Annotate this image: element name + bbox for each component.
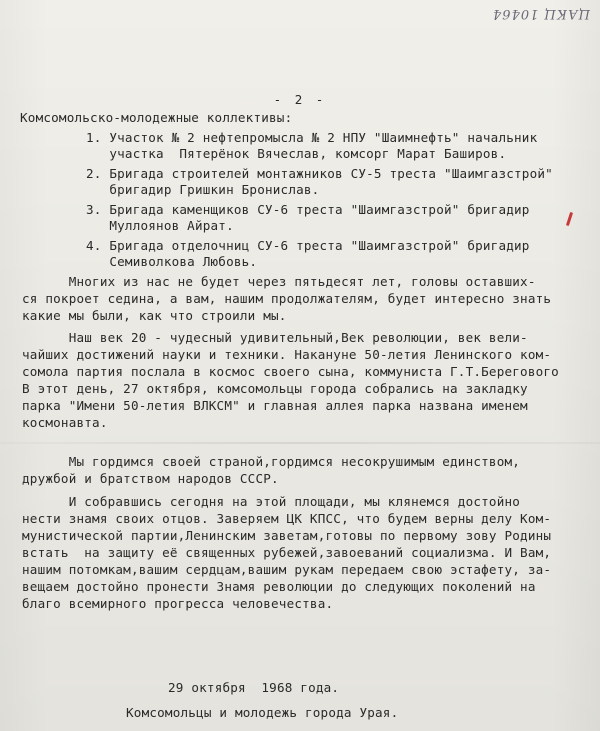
collective-2-line-2: бригадир Гришкин Бронислав. xyxy=(86,182,320,197)
paragraph-4-line-5: нашим потомкам,вашим сердцам,вашим рукам передаем свою эстафету, за- xyxy=(22,562,552,577)
collective-3-line-1: 3. Бригада каменщиков СУ-6 треста "Шаимгазстрой" бригадир xyxy=(86,202,530,217)
paragraph-2-line-5: парка "Имени 50-летия ВЛКСМ" и главная аллея парка названа именем xyxy=(22,398,528,413)
paragraph-3-line-2: дружбой и братством народов СССР. xyxy=(22,471,279,486)
collective-1-line-2: участка Пятерёнок Вячеслав, комсорг Марат Баширов. xyxy=(86,146,507,161)
collective-4-line-1: 4. Бригада отделочниц СУ-6 треста "Шаимгазстрой" бригадир xyxy=(86,238,530,253)
collective-2-line-1: 2. Бригада строителей монтажников СУ-5 треста "Шаимгазстрой" xyxy=(86,166,553,181)
paragraph-2-line-4: В этот день, 27 октября, комсомольцы города собрались на закладку xyxy=(22,381,528,396)
paragraph-4-line-2: нести знамя своих отцов. Заверяем ЦК КПСС, что будем верны делу Ком- xyxy=(22,511,552,526)
paragraph-1-line-1: Многих из нас не будет через пятьдесят лет, головы оставших- xyxy=(22,274,536,289)
collective-4-line-2: Семиволкова Любовь. xyxy=(86,254,258,269)
collective-3-line-2: Муллоянов Айрат. xyxy=(86,218,234,233)
page-number: - 2 - xyxy=(273,92,327,107)
paragraph-4-line-1: И собравшись сегодня на этой площади, мы клянемся достойно xyxy=(22,494,521,509)
paragraph-4-line-3: мунистической партии,Ленинским заветам,готовы по первому зову Родины xyxy=(22,528,552,543)
paragraph-2-line-2: чайших достижений науки и техники. Накануне 50-летия Ленинского ком- xyxy=(22,347,552,362)
paragraph-4-line-6: вещаем достойно пронести Знамя революции до следующих поколений на xyxy=(22,579,536,594)
document-date: 29 октября 1968 года. xyxy=(168,680,340,695)
archive-number: ЦАКЦ 10464 xyxy=(491,6,590,21)
paper-fold-line xyxy=(0,442,600,444)
document-signature: Комсомольцы и молодежь города Урая. xyxy=(126,705,399,720)
paragraph-2-line-3: сомола партия послала в космос своего сына, коммуниста Г.Т.Берегового xyxy=(22,364,559,379)
collectives-heading: Комсомольско-молодежные коллективы: xyxy=(20,110,293,125)
paragraph-2-line-6: космонавта. xyxy=(22,415,108,430)
paragraph-2-line-1: Наш век 20 - чудесный удивительный,Век революции, век вели- xyxy=(22,330,528,345)
red-ink-mark xyxy=(566,212,573,226)
paragraph-3-line-1: Мы гордимся своей страной,гордимся несокрушимым единством, xyxy=(22,454,521,469)
collective-1-line-1: 1. Участок № 2 нефтепромысла № 2 НПУ "Шаимнефть" начальник xyxy=(86,130,538,145)
paragraph-1-line-3: какие мы были, как что строили мы. xyxy=(22,308,287,323)
paragraph-4-line-7: благо всемирного прогресса человечества. xyxy=(22,596,334,611)
paragraph-4-line-4: встать на защиту её священных рубежей,завоеваний социализма. И Вам, xyxy=(22,545,552,560)
paragraph-1-line-2: ся покроет седина, а вам, нашим продолжателям, будет интересно знать xyxy=(22,291,552,306)
